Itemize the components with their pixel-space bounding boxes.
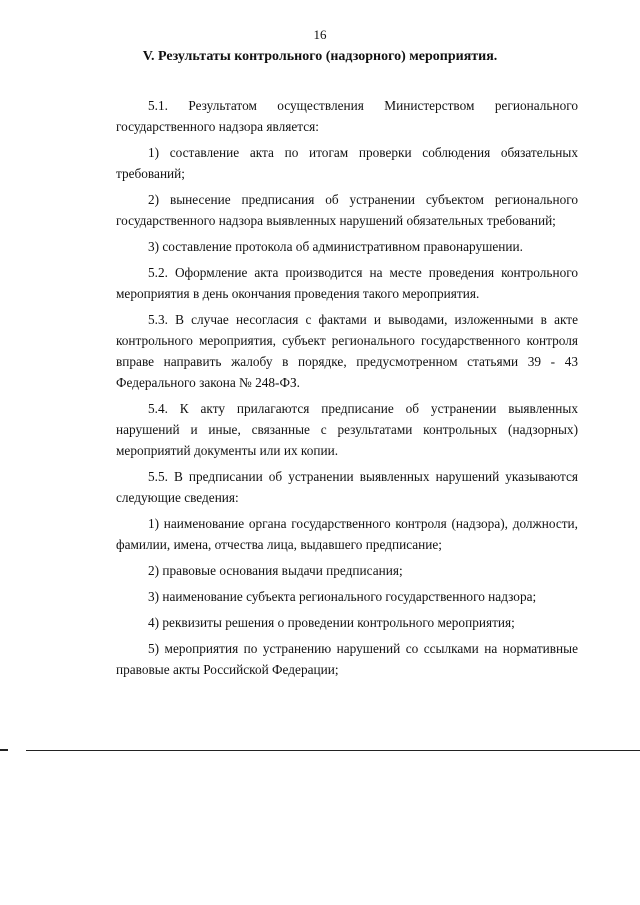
list-item-5-5-3: 3) наименование субъекта регионального государственного надзора; — [148, 589, 537, 604]
section-title: V. Результаты контрольного (надзорного) мероприятия. — [142, 49, 498, 64]
page-edge-mark — [0, 749, 8, 751]
list-item-5-5-5: 5) мероприятия по устранению нарушений со ссылками на нормативные правовые акты Российской Федерации; — [116, 641, 578, 677]
page-number: 16 — [313, 27, 327, 42]
paragraph-5-4: 5.4. К акту прилагаются предписание об устранении выявленных нарушений и иные, связанные с результатами контрольных (надзорных) мероприятий документы или их копии. — [116, 401, 578, 458]
paragraph-5-1: 5.1. Результатом осуществления Министерством регионального государственного надзора является: — [116, 98, 578, 134]
list-item-5-5-4: 4) реквизиты решения о проведении контрольного мероприятия; — [148, 615, 515, 630]
list-item-3: 3) составление протокола об административном правонарушении. — [148, 239, 523, 254]
list-item-2: 2) вынесение предписания об устранении субъектом регионального государственного надзора выявленных нарушений обязательных требований; — [116, 192, 578, 228]
paragraph-5-3: 5.3. В случае несогласия с фактами и выводами, изложенными в акте контрольного мероприятия, субъект регионального государственного контроля вправе направить жалобу в порядке, предусмотренном статьями 39 - 43 Федерального закона № 248-ФЗ. — [116, 312, 578, 390]
scan-divider-line — [26, 750, 640, 751]
list-item-5-5-2: 2) правовые основания выдачи предписания; — [148, 563, 403, 578]
list-item-1: 1) составление акта по итогам проверки соблюдения обязательных требований; — [116, 145, 578, 181]
paragraph-5-5: 5.5. В предписании об устранении выявленных нарушений указываются следующие сведения: — [116, 469, 578, 505]
list-item-5-5-1: 1) наименование органа государственного контроля (надзора), должности, фамилии, имена, отчества лица, выдавшего предписание; — [116, 516, 578, 552]
document-body — [116, 95, 578, 685]
paragraph-5-2: 5.2. Оформление акта производится на месте проведения контрольного мероприятия в день окончания проведения такого мероприятия. — [116, 265, 578, 301]
